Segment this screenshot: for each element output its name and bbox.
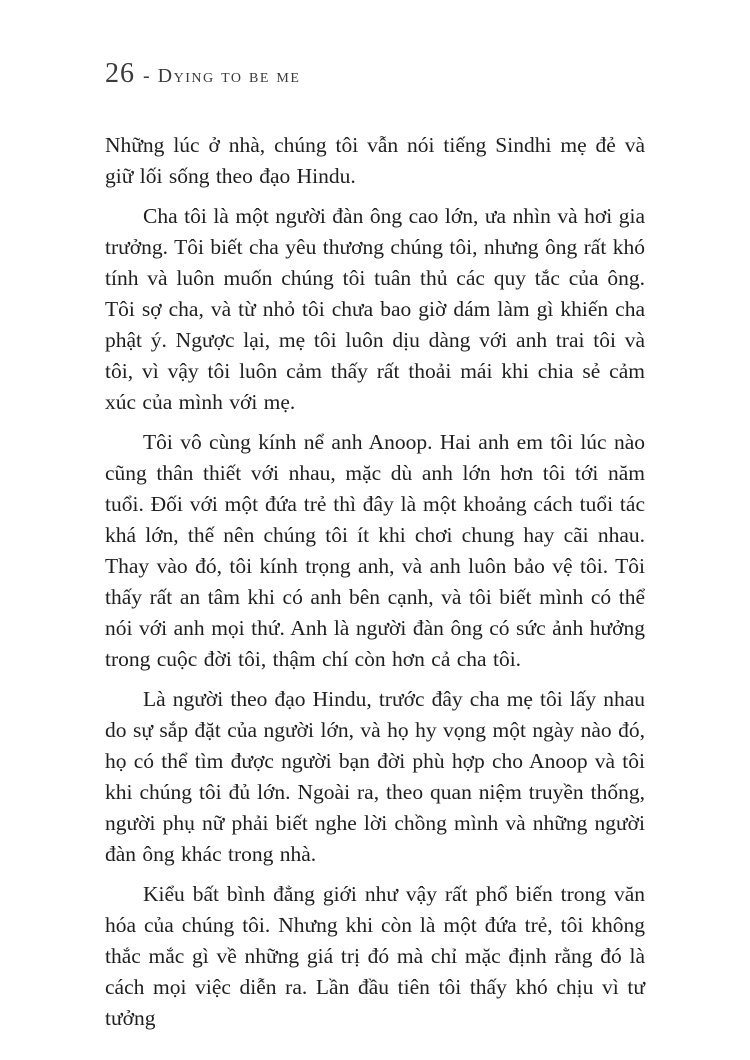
page-body bbox=[105, 130, 645, 1034]
paragraph: Là người theo đạo Hindu, trước đây cha mẹ tôi lấy nhau do sự sắp đặt của người lớn, và họ hy vọng một ngày nào đó, họ có thể tìm được người bạn đời phù hợp cho Anoop và tôi khi chúng tôi đủ lớn. Ngoài ra, theo quan niệm truyền thống, người phụ nữ phải biết nghe lời chồng mình và những người đàn ông khác trong nhà. bbox=[105, 687, 645, 866]
paragraph: Tôi vô cùng kính nể anh Anoop. Hai anh em tôi lúc nào cũng thân thiết với nhau, mặc dù anh lớn hơn tôi tới năm tuổi. Đối với một đứa trẻ thì đây là một khoảng cách tuổi tác khá lớn, thế nên chúng tôi ít khi chơi chung hay cãi nhau. Thay vào đó, tôi kính trọng anh, và anh luôn bảo vệ tôi. Tôi thấy rất an tâm khi có anh bên cạnh, và tôi biết mình có thể nói với anh mọi thứ. Anh là người đàn ông có sức ảnh hưởng trong cuộc đời tôi, thậm chí còn hơn cả cha tôi. bbox=[105, 430, 645, 671]
page-number: 26 bbox=[105, 58, 135, 89]
paragraph: Những lúc ở nhà, chúng tôi vẫn nói tiếng Sindhi mẹ đẻ và giữ lối sống theo đạo Hindu. bbox=[105, 133, 645, 188]
book-title: Dying to be me bbox=[157, 65, 301, 87]
paragraph: Kiểu bất bình đẳng giới như vậy rất phổ biến trong văn hóa của chúng tôi. Nhưng khi còn là một đứa trẻ, tôi không thắc mắc gì về những giá trị đó mà chỉ mặc định rằng đó là cách mọi việc diễn ra. Lần đầu tiên tôi thấy khó chịu vì tư tưởng bbox=[105, 882, 645, 1030]
header-separator: - bbox=[143, 65, 150, 87]
running-header bbox=[105, 58, 300, 90]
paragraph: Cha tôi là một người đàn ông cao lớn, ưa nhìn và hơi gia trưởng. Tôi biết cha yêu thương chúng tôi, nhưng ông rất khó tính và luôn muốn chúng tôi tuân thủ các quy tắc của ông. Tôi sợ cha, và từ nhỏ tôi chưa bao giờ dám làm gì khiến cha phật ý. Ngược lại, mẹ tôi luôn dịu dàng với anh trai tôi và tôi, vì vậy tôi luôn cảm thấy rất thoải mái khi chia sẻ cảm xúc của mình với mẹ. bbox=[105, 204, 645, 414]
